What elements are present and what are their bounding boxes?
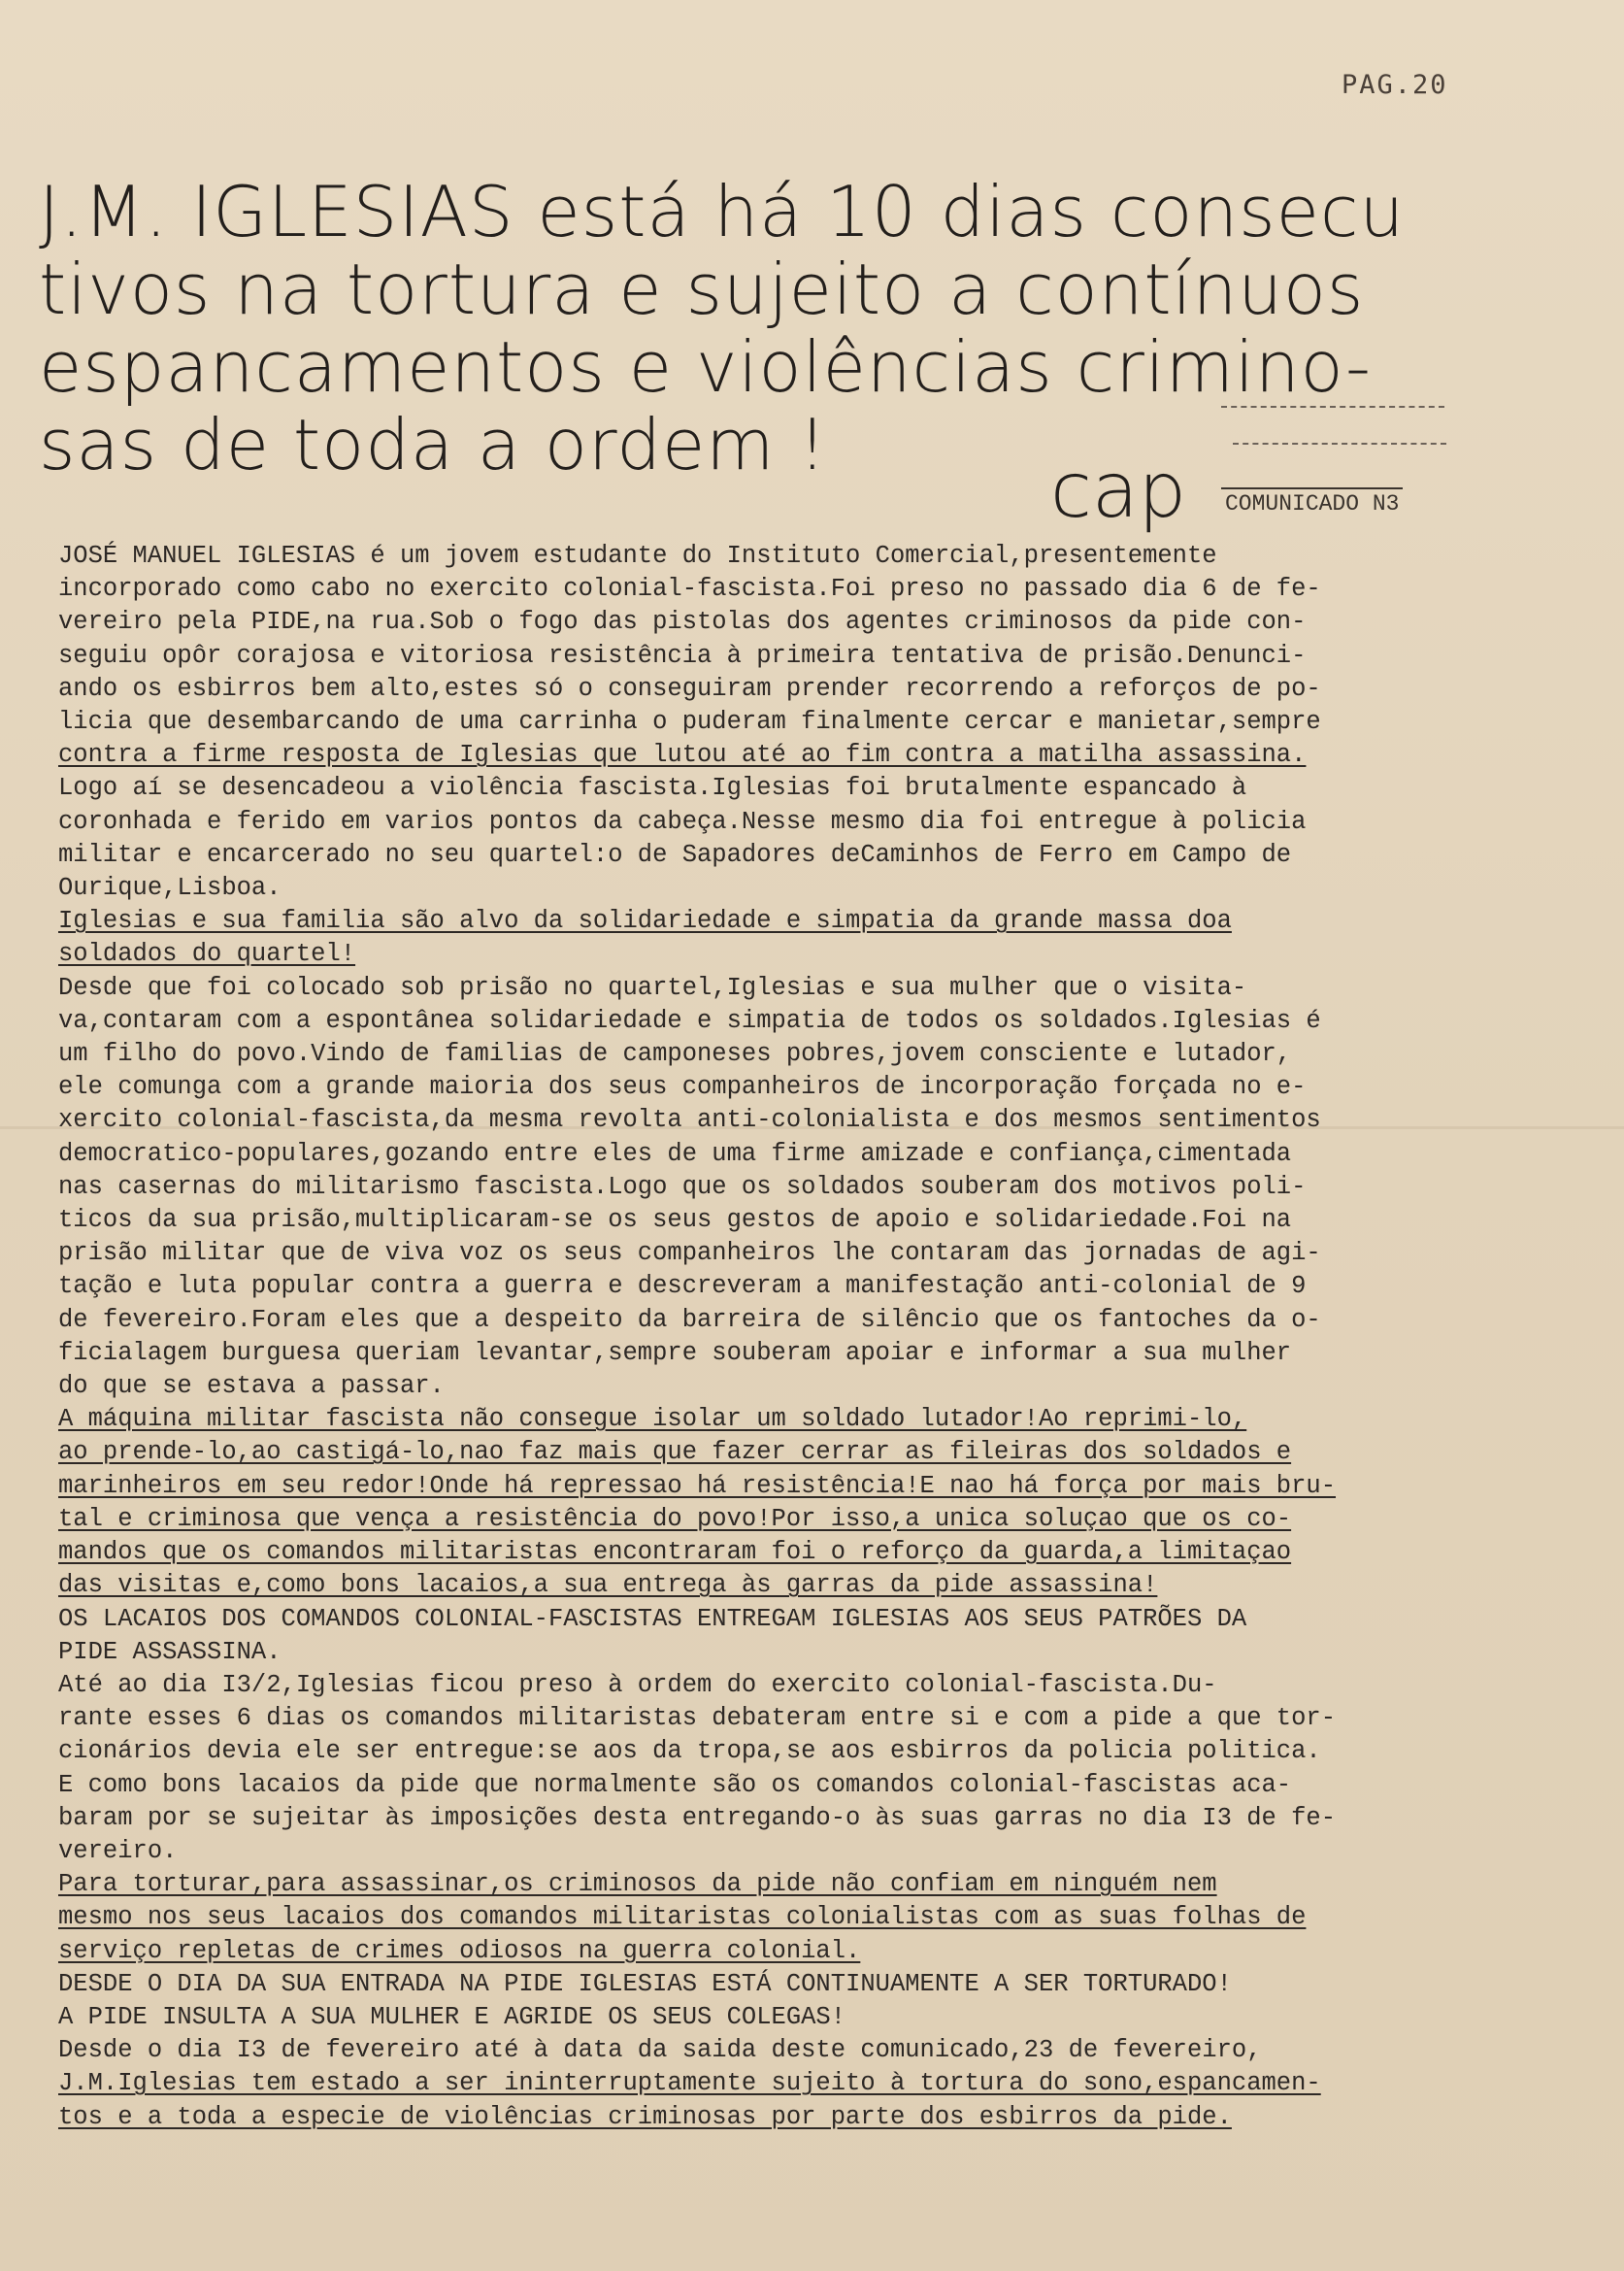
headline-line: J.M. IGLESIAS está há 10 dias consecu <box>39 171 1406 252</box>
body-line: das visitas e,como bons lacaios,a sua entrega às garras da pide assassina! <box>58 1571 1158 1600</box>
body-line: OS LACAIOS DOS COMANDOS COLONIAL-FASCISTAS ENTREGAM IGLESIAS AOS SEUS PATRÕES DA <box>58 1604 1247 1633</box>
body-line: do que se estava a passar. <box>58 1372 445 1401</box>
body-line: JOSÉ MANUEL IGLESIAS é um jovem estudante do Instituto Comercial,presentemente <box>58 542 1217 570</box>
body-line: contra a firme resposta de Iglesias que lutou até ao fim contra a matilha assassina. <box>58 741 1307 770</box>
body-line: de fevereiro.Foram eles que a despeito da barreira de silêncio que os fantoches da o- <box>58 1305 1321 1334</box>
dashed-rule <box>1221 406 1444 408</box>
body-line: mesmo nos seus lacaios dos comandos militaristas colonialistas com as suas folhas de <box>58 1903 1307 1932</box>
body-line: tação e luta popular contra a guerra e descreveram a manifestação anti-colonial de 9 <box>58 1272 1307 1301</box>
body-line: ele comunga com a grande maioria dos seus companheiros de incorporação forçada no e- <box>58 1073 1307 1102</box>
body-line: democratico-populares,gozando entre eles de uma firme amizade e confiança,cimentada <box>58 1139 1292 1168</box>
body-line: cionários devia ele ser entregue:se aos da tropa,se aos esbirros da policia politica. <box>58 1737 1321 1766</box>
page-number: PAG.20 <box>1342 70 1448 100</box>
body-line: um filho do povo.Vindo de familias de camponeses pobres,jovem consciente e lutador, <box>58 1040 1292 1069</box>
body-line: ficialagem burguesa queriam levantar,sempre souberam apoiar e informar a sua mulher <box>58 1338 1292 1367</box>
body-line: Até ao dia I3/2,Iglesias ficou preso à ordem do exercito colonial-fascista.Du- <box>58 1670 1217 1699</box>
body-line: ando os esbirros bem alto,estes só o conseguiram prender recorrendo a reforços de po- <box>58 674 1321 703</box>
signature-cap: cap <box>1050 448 1187 535</box>
body-line: Para torturar,para assassinar,os criminosos da pide não confiam em ninguém nem <box>58 1870 1217 1899</box>
headline-line: tivos na tortura e sujeito a contínuos <box>39 249 1365 330</box>
dashed-rule <box>1233 443 1446 445</box>
body-line: vereiro. <box>58 1836 178 1865</box>
body-line: coronhada e ferido em varios pontos da cabeça.Nesse mesmo dia foi entregue à policia <box>58 807 1307 836</box>
body-line: PIDE ASSASSINA. <box>58 1637 282 1666</box>
headline-line: espancamentos e violências crimino- <box>39 326 1372 408</box>
body-line: mandos que os comandos militaristas encontraram foi o reforço da guarda,a limitaçao <box>58 1538 1292 1567</box>
body-line: tal e criminosa que vença a resistência do povo!Por isso,a unica soluçao que os co- <box>58 1504 1292 1533</box>
body-line: marinheiros em seu redor!Onde há repressao há resistência!E nao há força por mais bru- <box>58 1471 1337 1500</box>
body-line: baram por se sujeitar às imposições desta entregando-o às suas garras no dia I3 de fe- <box>58 1803 1337 1832</box>
body-line: prisão militar que de viva voz os seus companheiros lhe contaram das jornadas de agi- <box>58 1239 1321 1268</box>
body-line: militar e encarcerado no seu quartel:o de Sapadores deCaminhos de Ferro em Campo de <box>58 840 1292 869</box>
body-line: A PIDE INSULTA A SUA MULHER E AGRIDE OS SEUS COLEGAS! <box>58 2002 846 2031</box>
body-line: Iglesias e sua familia são alvo da solidariedade e simpatia da grande massa doa <box>58 907 1232 936</box>
body-line: serviço repletas de crimes odiosos na guerra colonial. <box>58 1936 861 1965</box>
body-line: xercito colonial-fascista,da mesma revolta anti-colonialista e dos mesmos sentimentos <box>58 1106 1321 1135</box>
body-line: licia que desembarcando de uma carrinha o puderam finalmente cercar e manietar,sempre <box>58 708 1321 737</box>
body-line: Ourique,Lisboa. <box>58 874 282 903</box>
body-line: DESDE O DIA DA SUA ENTRADA NA PIDE IGLESIAS ESTÁ CONTINUAMENTE A SER TORTURADO! <box>58 1969 1232 1998</box>
body-line: incorporado como cabo no exercito colonial-fascista.Foi preso no passado dia 6 de fe- <box>58 575 1321 604</box>
body-line: E como bons lacaios da pide que normalmente são os comandos colonial-fascistas aca- <box>58 1770 1292 1799</box>
communique-number: COMUNICADO N3 <box>1221 487 1403 517</box>
body-line: A máquina militar fascista não consegue isolar um soldado lutador!Ao reprimi-lo, <box>58 1405 1247 1434</box>
body-line: ticos da sua prisão,multiplicaram-se os seus gestos de apoio e solidariedade.Foi na <box>58 1206 1292 1235</box>
headline <box>39 173 1524 484</box>
body-line: J.M.Iglesias tem estado a ser ininterruptamente sujeito à tortura do sono,espancamen- <box>58 2069 1321 2098</box>
body-line: tos e a toda a especie de violências criminosas por parte dos esbirros da pide. <box>58 2102 1232 2131</box>
headline-line: sas de toda a ordem ! <box>39 404 828 485</box>
body-line: nas casernas do militarismo fascista.Logo que os soldados souberam dos motivos poli- <box>58 1172 1307 1201</box>
body-line: ao prende-lo,ao castigá-lo,nao faz mais que fazer cerrar as fileiras dos soldados e <box>58 1438 1292 1467</box>
body-line: va,contaram com a espontânea solidariedade e simpatia de todos os soldados.Iglesias é <box>58 1006 1321 1035</box>
body-line: soldados do quartel! <box>58 940 356 969</box>
body-line: Desde o dia I3 de fevereiro até à data da saida deste comunicado,23 de fevereiro, <box>58 2036 1262 2065</box>
body-line: rante esses 6 dias os comandos militaristas debateram entre si e com a pide a que tor- <box>58 1704 1337 1733</box>
body-line: Logo aí se desencadeou a violência fascista.Iglesias foi brutalmente espancado à <box>58 774 1247 803</box>
body-line: vereiro pela PIDE,na rua.Sob o fogo das pistolas dos agentes criminosos da pide con- <box>58 608 1307 637</box>
body-text <box>58 540 1514 2134</box>
body-line: seguiu opôr corajosa e vitoriosa resistência à primeira tentativa de prisão.Denunci- <box>58 641 1307 670</box>
body-line: Desde que foi colocado sob prisão no quartel,Iglesias e sua mulher que o visita- <box>58 973 1247 1002</box>
